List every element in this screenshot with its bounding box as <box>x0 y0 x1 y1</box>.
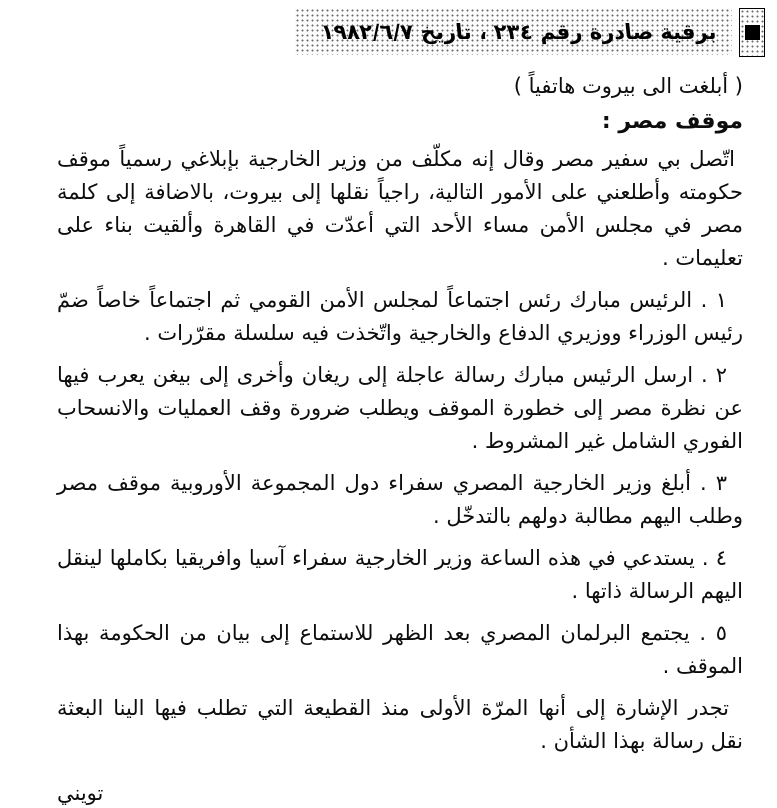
telegram-header-title: برقية صادرة رقم ٢٣٤ ، تاريخ ١٩٨٢/٦/٧ <box>319 19 718 44</box>
item-5-text: يجتمع البرلمان المصري بعد الظهر للاستماع إلى بيان من الحكومة بهذا الموقف . <box>57 621 743 678</box>
item-5-number: ٥ . <box>699 621 727 645</box>
signature: تويني <box>57 781 104 805</box>
closing-paragraph: تجدر الإشارة إلى أنها المرّة الأولى منذ القطيعة التي تطلب فيها الينا البعثة نقل رسالة بهذا الشأن . <box>57 696 743 753</box>
item-1-text: الرئيس مبارك رئس اجتماعاً لمجلس الأمن القومي ثم اجتماعاً خاصاً ضمّ رئيس الوزراء ووزيري الدفاع والخارجية واتّخذت فيه سلسلة مقرّرات . <box>57 288 743 345</box>
list-item-4 <box>57 542 743 608</box>
item-1-number: ١ . <box>700 288 727 312</box>
list-item-1 <box>57 284 743 350</box>
item-4-number: ٤ . <box>701 546 727 570</box>
item-3-number: ٣ . <box>700 471 727 495</box>
item-2-number: ٢ . <box>701 363 727 387</box>
document-header <box>57 8 765 57</box>
intro-paragraph: اتّصل بي سفير مصر وقال إنه مكلّف من وزير الخارجية بإبلاغي رسمياً موقف حكومته وأطلعني على الأمور التالية، راجياً نقلها إلى بيروت، بالاضافة إلى كلمة مصر في مجلس الأمن مساء الأحد التي أعدّت في القاهرة وألقيت بناء على تعليمات . <box>57 147 743 270</box>
item-3-text: أبلغ وزير الخارجية المصري سفراء دول المجموعة الأوروبية موقف مصر وطلب اليهم مطالبة دولهم بالتدخّل . <box>57 471 743 528</box>
item-4-text: يستدعي في هذه الساعة وزير الخارجية سفراء آسيا وافريقيا بكاملها لينقل اليهم الرسالة ذاتها . <box>57 546 743 603</box>
list-item-3 <box>57 467 743 533</box>
black-square-icon <box>745 25 760 40</box>
telephone-delivery-note: ( أبلغت الى بيروت هاتفياً ) <box>513 74 743 98</box>
list-item-2 <box>57 359 743 458</box>
bullet-marker-box <box>739 8 765 57</box>
item-2-text: ارسل الرئيس مبارك رسالة عاجلة إلى ريغان وأخرى إلى بيغن يعرب فيها عن نظرة مصر إلى خطورة الموقف ويطلب ضرورة وقف العمليات والانسحاب الفوري الشامل غير المشروط . <box>57 363 743 453</box>
list-item-5 <box>57 617 743 683</box>
section-title-egypt-position: موقف مصر : <box>601 109 743 134</box>
header-band <box>295 8 732 55</box>
